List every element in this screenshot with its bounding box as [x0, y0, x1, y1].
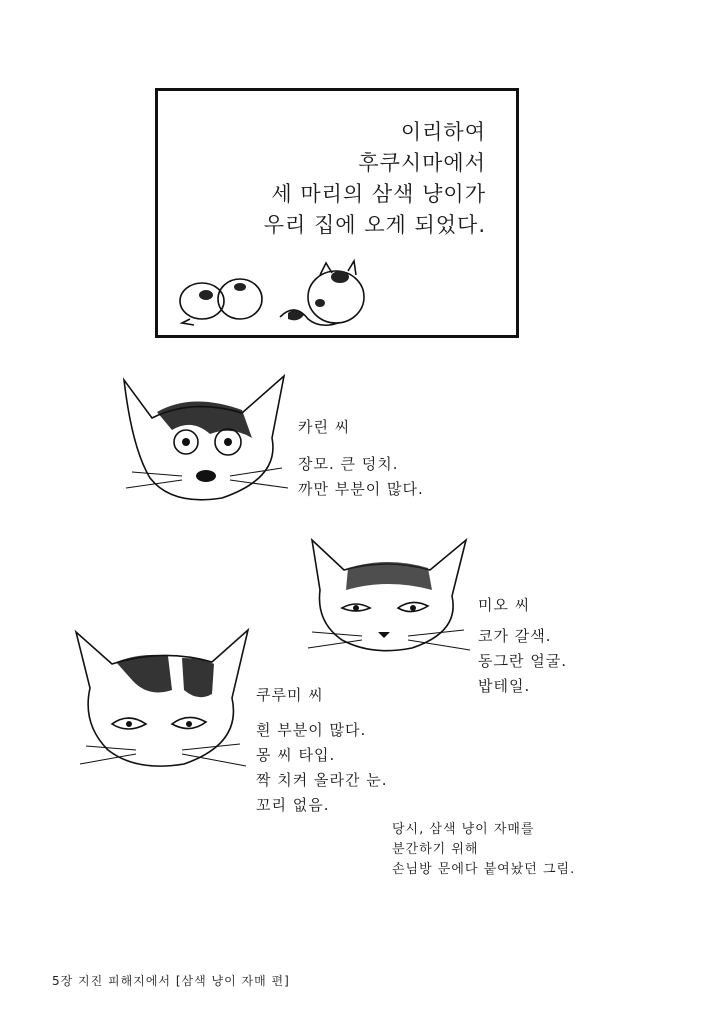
note-line: 밥테일. — [478, 677, 531, 695]
karin-cat-illustration — [112, 368, 292, 508]
intro-line: 후쿠시마에서 — [358, 151, 486, 175]
sleeping-cats-illustration — [170, 257, 370, 332]
note-line: 짝 치켜 올라간 눈. — [256, 771, 388, 789]
note-line: 장모. 큰 덩치. — [298, 455, 399, 473]
drawing-caption — [392, 820, 575, 880]
note-line: 몽 씨 타입. — [256, 746, 336, 764]
note-line: 꼬리 없음. — [256, 796, 330, 814]
note-line: 까만 부분이 많다. — [298, 480, 424, 498]
caption-line: 분간하기 위해 — [392, 842, 479, 857]
cat-name-karin: 카린 씨 — [298, 418, 351, 436]
caption-line: 손님방 문에다 붙여놨던 그림. — [392, 862, 576, 877]
intro-line: 우리 집에 오게 되었다. — [263, 213, 486, 237]
intro-frame — [155, 88, 519, 338]
mio-notes — [478, 624, 567, 699]
kurumi-notes — [256, 718, 388, 818]
intro-text — [264, 117, 486, 241]
intro-line: 이리하여 — [400, 120, 486, 144]
mio-cat-illustration — [302, 536, 472, 666]
note-line: 동그란 얼굴. — [478, 652, 567, 670]
karin-notes — [298, 452, 424, 502]
note-line: 코가 갈색. — [478, 627, 552, 645]
intro-line: 세 마리의 삼색 냥이가 — [271, 182, 486, 206]
kurumi-cat-illustration — [72, 628, 252, 778]
cat-name-mio: 미오 씨 — [478, 596, 531, 614]
note-line: 흰 부분이 많다. — [256, 721, 367, 739]
caption-line: 당시, 삼색 냥이 자매를 — [392, 822, 535, 837]
cat-name-kurumi: 쿠루미 씨 — [256, 686, 324, 704]
chapter-footer: 5장 지진 피해지에서 [삼색 냥이 자매 편] — [52, 974, 290, 988]
